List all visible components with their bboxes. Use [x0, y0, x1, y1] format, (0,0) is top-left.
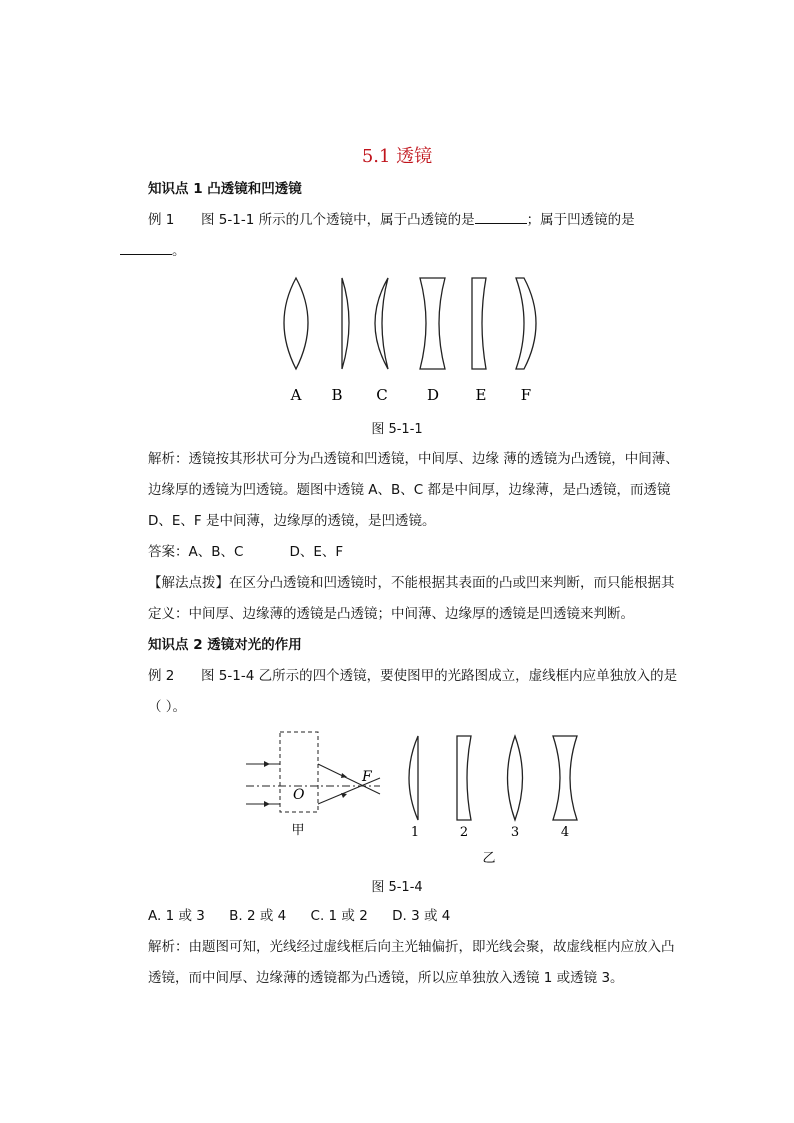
page-title: 5.1 透镜	[361, 146, 433, 167]
solution-tip: 【解法点拨】在区分凸透镜和凹透镜时，不能根据其表面的凸或凹来判断，而只能根据其定义：中间厚、边缘薄的透镜是凸透镜；中间薄、边缘厚的透镜是凹透镜来判断。	[148, 575, 675, 622]
section2-heading: 知识点 2 透镜对光的作用	[148, 637, 302, 653]
lens-3	[508, 736, 523, 820]
answer-label: 答案：	[148, 544, 189, 560]
answer-concave: D、E、F	[289, 544, 344, 560]
example2-options	[120, 901, 680, 932]
lens-d	[420, 278, 445, 369]
figure-5-1-4-caption: 图 5-1-4	[371, 880, 423, 895]
example2-label: 例 2	[148, 668, 175, 684]
option-b: B. 2 或 4	[229, 908, 287, 924]
option-a: A. 1 或 3	[148, 908, 205, 924]
answer-convex: A、B、C	[188, 544, 244, 560]
lens-e	[472, 278, 486, 369]
figure-5-1-1-caption: 图 5-1-1	[371, 422, 423, 437]
section1-heading: 知识点 1 凸透镜和凹透镜	[148, 181, 302, 197]
option-d: D. 3 或 4	[392, 908, 451, 924]
lens-a	[284, 278, 308, 369]
answer-blank-concave	[120, 240, 172, 255]
lens-4	[553, 736, 577, 820]
lens-c	[375, 278, 388, 369]
diagram-jia	[246, 732, 380, 812]
lens-b	[342, 278, 349, 369]
point-f: F	[362, 769, 372, 785]
example1-question-part2: ；属于凹透镜的是	[526, 212, 635, 228]
label-b: B	[331, 386, 343, 404]
figure-5-1-4	[240, 728, 600, 868]
example1-analysis: 解析：透镜按其形状可分为凸透镜和凹透镜，中间厚、边缘 薄的透镜为凸透镜，中间薄、边缘厚的透镜为凹透镜。题图中透镜 A、B、C 都是中间厚，边缘薄，是凸透镜，而透镜 D、E、F 是中间薄，边缘厚的透镜，是凹透镜。	[148, 451, 679, 529]
example1-answer	[120, 537, 680, 568]
label-e: E	[475, 386, 487, 404]
example1-question-end: 。	[172, 243, 186, 259]
label-jia: 甲	[291, 823, 305, 838]
lens-number-3: 3	[510, 825, 520, 840]
lens-f	[516, 278, 536, 369]
lens-number-4: 4	[560, 825, 570, 840]
lens-1	[409, 736, 418, 820]
example2-question-text: 图 5-1-4 乙所示的四个透镜，要使图甲的光路图成立，虚线框内应单独放入的是（ ）。	[148, 668, 678, 715]
lens-2	[457, 736, 471, 820]
label-c: C	[376, 386, 388, 404]
label-f: F	[520, 386, 532, 404]
answer-blank-convex	[475, 209, 527, 224]
option-c: C. 1 或 2	[310, 908, 368, 924]
point-o: O	[293, 787, 305, 803]
example2-analysis: 解析：由题图可知，光线经过虚线框后向主光轴偏折，即光线会聚，故虚线框内应放入凸透镜，而中间厚、边缘薄的透镜都为凸透镜，所以应单独放入透镜 1 或透镜 3。	[148, 939, 675, 986]
example1-question-part1: 图 5-1-1 所示的几个透镜中，属于凸透镜的是	[200, 212, 475, 228]
example1-label: 例 1	[148, 212, 175, 228]
label-a: A	[290, 386, 302, 404]
label-yi: 乙	[482, 851, 496, 866]
lens-number-2: 2	[459, 825, 469, 840]
lens-number-1: 1	[410, 825, 420, 840]
example2-question	[120, 661, 680, 723]
example1-question	[120, 205, 680, 267]
label-d: D	[426, 386, 440, 404]
figure-5-1-1	[270, 272, 560, 407]
